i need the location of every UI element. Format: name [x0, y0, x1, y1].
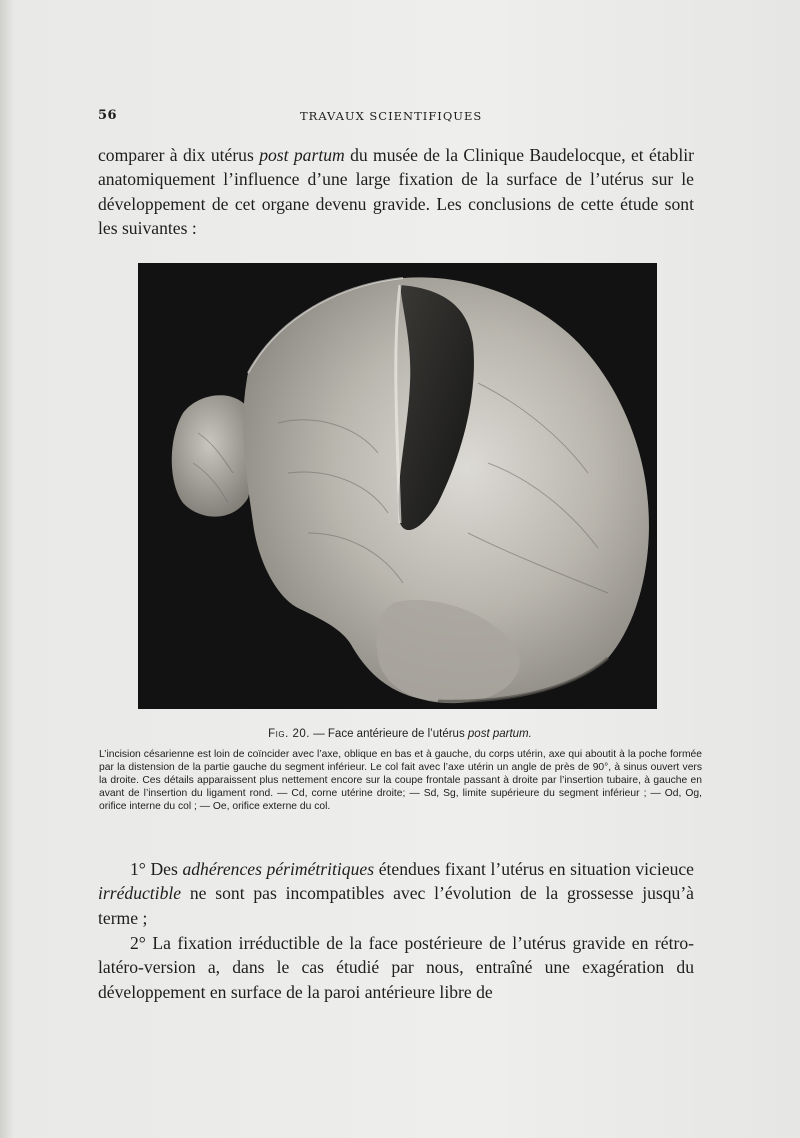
- conclusion-2: [98, 931, 694, 1004]
- conclusion-1-num: 1° Des: [130, 859, 183, 879]
- conclusion-1: [98, 857, 694, 930]
- figure-caption-body: L’incision césarienne est loin de coïncider avec l’axe, oblique en bas et à gauche, du corps utérin, axe qui aboutit à la poche formée par la distension de la partie gauche du segment inférieur. Le col fait avec l’axe utérin un angle de près de 90°, à sinus ouvert vers la droite. Ces détails apparaissent plus nettement encore sur la coupe frontale passant à droite par l’insertion tubaire, à gauche en avant de l’insertion du ligament rond. — Cd, corne utérine droite; — Sd, Sg, limite supérieure du segment inférieur ; — Od, Og, orifice interne du col ; — Oe, orifice externe du col.: [99, 749, 702, 812]
- adnexa-mass: [172, 395, 256, 516]
- conclusion-1-italic-2: irréductible: [98, 883, 182, 904]
- intro-italic-1: post partum: [259, 145, 345, 165]
- figure-label: Fig. 20.: [268, 728, 311, 740]
- intro-text-2: du musée de la Clinique Baudelocque, et établir anatomiquement l’influence d’une large fixation de la surface de l’utérus sur le développement de cet organe devenu gravide. Les conclusions de cette étude sont les suivantes :: [98, 145, 694, 238]
- figure-title-text: — Face antérieure de l’utérus: [310, 728, 468, 740]
- figure-title-italic: post partum.: [467, 728, 532, 740]
- conclusion-1-italic-1: adhérences périmétritiques: [182, 859, 375, 879]
- page-number: 56: [98, 108, 118, 123]
- conclusion-1-text-2: ne sont pas incompatibles avec l’évolution de la grossesse jusqu’à terme ;: [98, 883, 694, 928]
- running-head: TRAVAUX SCIENTIFIQUES: [300, 109, 483, 123]
- conclusion-2-num: 2°: [130, 933, 153, 953]
- intro-text-1: comparer à dix utérus: [98, 145, 260, 165]
- figure-caption-title: [0, 728, 800, 740]
- conclusion-1-text-1: étendues fixant l’utérus en situation vicieuce: [374, 859, 694, 879]
- uterus-photograph: [138, 263, 657, 709]
- conclusion-2-text-1: La fixation irréductible de la face postérieure de l’utérus gravide en rétro-latéro-version a, dans le cas étudié par nous, entraîné une exagération du développement en surface de la paroi antérieure libre de: [98, 933, 694, 1002]
- intro-paragraph: [98, 143, 694, 240]
- uterus-specimen-illustration: [138, 263, 657, 709]
